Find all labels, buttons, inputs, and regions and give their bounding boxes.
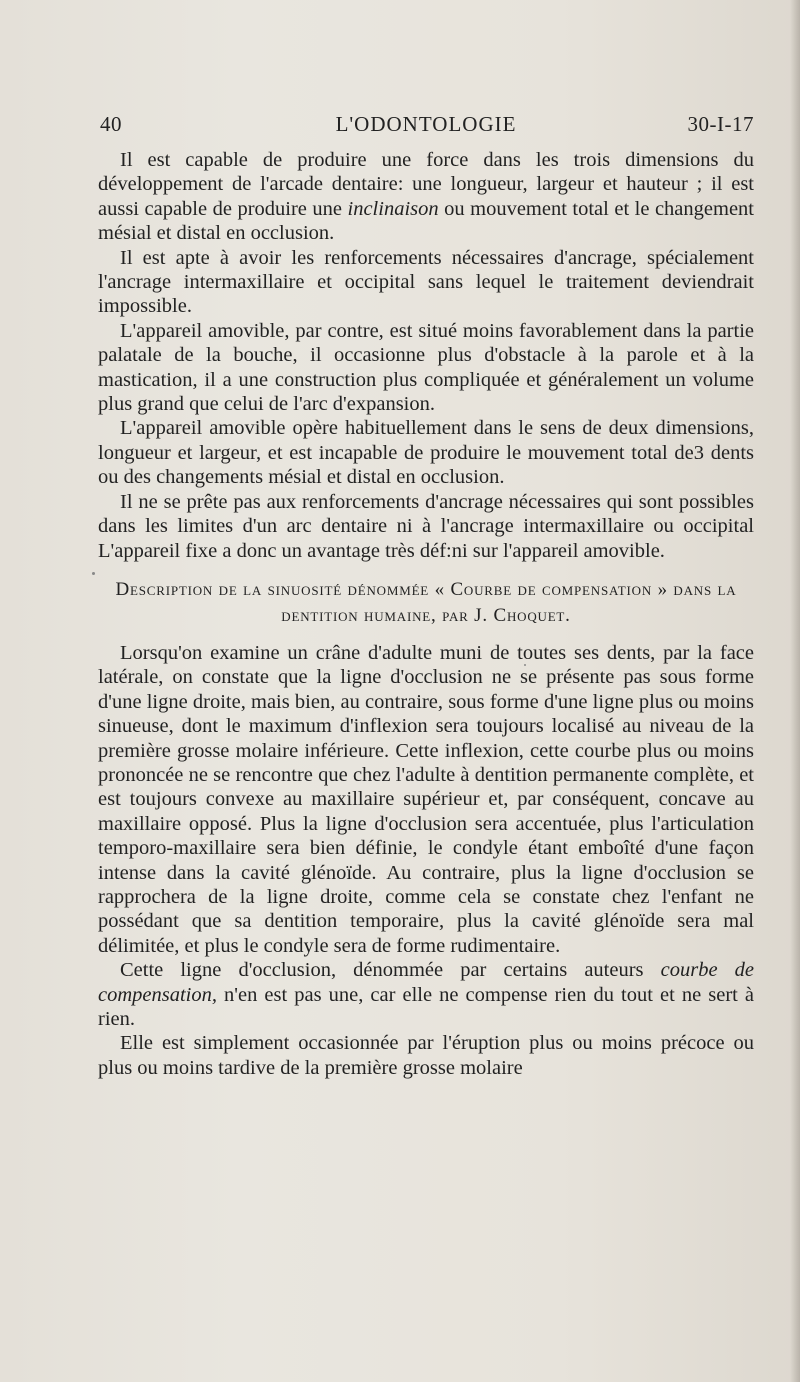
running-header <box>98 112 754 142</box>
paragraph: Il ne se prête pas aux renforcements d'ancrage nécessaires qui sont possibles dans les limites d'un arc dentaire ni à l'ancrage intermaxillaire ou occipital L'appareil fixe a donc un avantage très déf:ni sur l'appareil amovible. <box>98 490 754 562</box>
page-edge-shadow <box>790 0 800 1382</box>
print-speck <box>524 664 526 666</box>
emphasis: inclinaison <box>347 197 439 220</box>
journal-title: L'ODONTOLOGIE <box>335 112 517 136</box>
issue-date: 30-I-17 <box>687 112 754 136</box>
paragraph: Elle est simplement occasionnée par l'éruption plus ou moins précoce ou plus ou moins tardive de la première grosse molaire <box>98 1032 754 1079</box>
page-number: 40 <box>100 112 122 136</box>
body-text <box>98 148 754 1080</box>
section-heading: Description de la sinuosité dénommée « Courbe de compensation » dans la dentition humaine, par J. Choquet. <box>115 578 737 626</box>
paragraph: Il est apte à avoir les renforcements nécessaires d'ancrage, spécialement l'ancrage intermaxillaire et occipital sans lequel le traitement deviendrait impossible. <box>98 246 754 318</box>
paragraph: Lorsqu'on examine un crâne d'adulte muni de toutes ses dents, par la face latérale, on constate que la ligne d'occlusion ne se présente pas sous forme d'une ligne droite, mais bien, au contraire, sous forme d'une ligne plus ou moins sinueuse, dont le maximum d'inflexion sera toujours localisé au niveau de la première grosse molaire inférieure. Cette inflexion, cette courbe plus ou moins prononcée ne se rencontre que chez l'adulte à dentition permanente complète, et est toujours convexe au maxillaire supérieur et, par conséquent, concave au maxillaire opposé. Plus la ligne d'occlusion sera accentuée, plus l'articulation temporo-maxillaire sera bien définie, le condyle étant emboîté d'une façon intense dans la cavité glénoïde. Au contraire, plus la ligne d'occlusion se rapprochera de la ligne droite, comme cela se constate chez l'enfant ne possédant que sa dentition temporaire, plus la cavité glénoïde sera mal délimitée, et plus le condyle sera de forme rudimentaire. <box>98 641 754 957</box>
emphasis: courbe de compensation, <box>98 959 754 1006</box>
paragraph: L'appareil amovible opère habituellement dans le sens de deux dimensions, longueur et largeur, et est incapable de produire le mouvement total de3 dents ou des changements mésial et distal en occlusion. <box>98 417 754 489</box>
print-speck <box>92 572 95 575</box>
paragraph: Il est capable de produire une force dans les trois dimensions du développement de l'arcade dentaire: une longueur, largeur et hauteur ; il est aussi capable de produire une inclinaison ou mouvement total et le changement mésial et distal en occlusion. <box>98 149 754 245</box>
paragraph: L'appareil amovible, par contre, est situé moins favorablement dans la partie palatale de la bouche, il occasionne plus d'obstacle à la parole et à la mastication, il a une construction plus compliquée et généralement un volume plus grand que celui de l'arc d'expansion. <box>98 319 754 416</box>
paragraph: Cette ligne d'occlusion, dénommée par certains auteurs courbe de compensation, n'en est pas une, car elle ne compense rien du tout et ne sert à rien. <box>98 959 754 1030</box>
